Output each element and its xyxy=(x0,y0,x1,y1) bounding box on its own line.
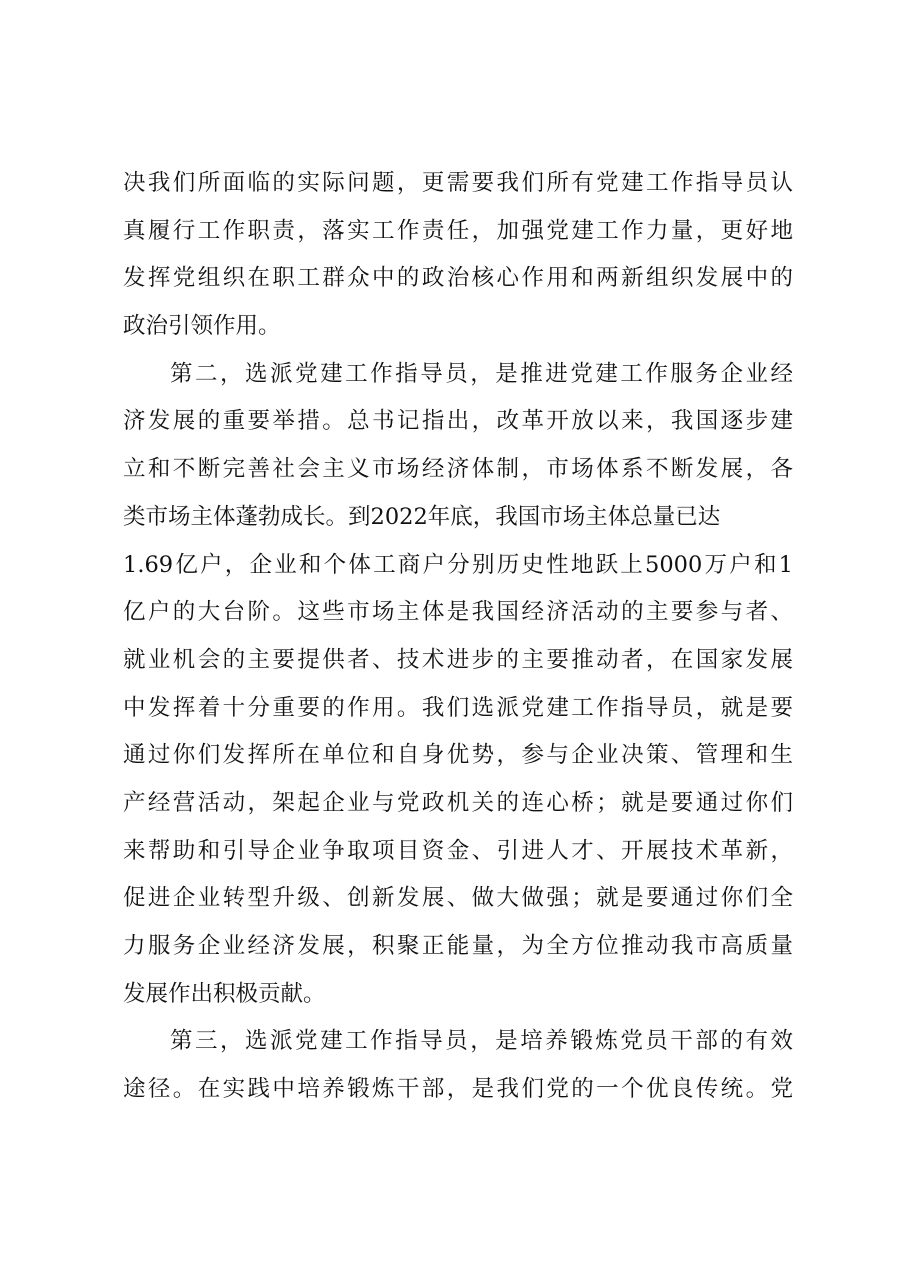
text-line: 1.69亿户，企业和个体工商户分别历史性地跃上5000万户和1 xyxy=(123,551,793,578)
text-line: 真履行工作职责，落实工作责任，加强党建工作力量，更好地 xyxy=(123,217,793,244)
text-line: 通过你们发挥所在单位和自身优势，参与企业决策、管理和生 xyxy=(123,742,793,769)
document-body xyxy=(123,160,793,1114)
text-line: 来帮助和引导企业争取项目资金、引进人才、开展技术革新， xyxy=(123,837,793,864)
text-line: 力服务企业经济发展，积聚正能量，为全方位推动我市高质量 xyxy=(123,933,793,959)
text-line: 第三，选派党建工作指导员，是培养锻炼党员干部的有效 xyxy=(170,1028,793,1055)
text-line: 济发展的重要举措。总书记指出，改革开放以来，我国逐步建 xyxy=(123,408,793,435)
text-line: 立和不断完善社会主义市场经济体制，市场体系不断发展，各 xyxy=(123,456,793,483)
paragraph-3 xyxy=(123,1018,793,1113)
text-line: 中发挥着十分重要的作用。我们选派党建工作指导员，就是要 xyxy=(123,694,793,721)
text-line: 就业机会的主要提供者、技术进步的主要推动者，在国家发展 xyxy=(123,646,793,673)
text-line: 发展作出积极贡献。 xyxy=(123,980,326,1007)
paragraph-1 xyxy=(123,160,793,351)
text-line: 亿户的大台阶。这些市场主体是我国经济活动的主要参与者、 xyxy=(123,599,793,626)
text-line: 政治引领作用。 xyxy=(123,313,281,340)
text-line: 决我们所面临的实际问题，更需要我们所有党建工作指导员认 xyxy=(123,170,793,196)
text-line: 发挥党组织在职工群众中的政治核心作用和两新组织发展中的 xyxy=(123,265,793,292)
text-line: 第二，选派党建工作指导员，是推进党建工作服务企业经 xyxy=(170,360,793,387)
paragraph-2 xyxy=(123,351,793,1019)
text-line: 促进企业转型升级、创新发展、做大做强；就是要通过你们全 xyxy=(123,885,793,912)
text-line: 产经营活动，架起企业与党政机关的连心桥；就是要通过你们 xyxy=(123,789,793,816)
text-line: 途径。在实践中培养锻炼干部，是我们党的一个优良传统。党 xyxy=(123,1076,793,1103)
text-line: 类市场主体蓬勃成长。到2022年底，我国市场主体总量已达 xyxy=(123,503,721,530)
